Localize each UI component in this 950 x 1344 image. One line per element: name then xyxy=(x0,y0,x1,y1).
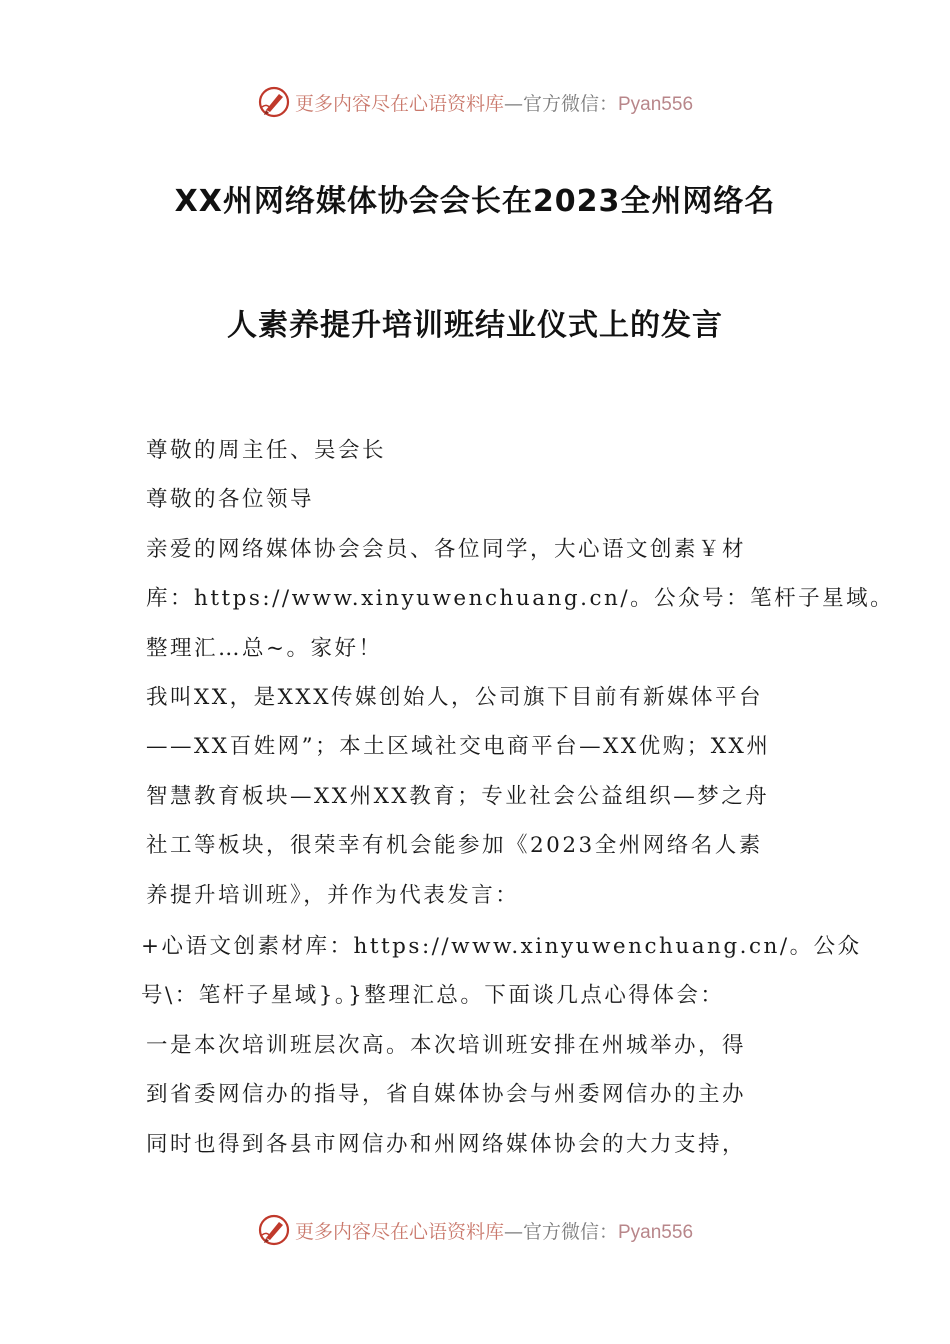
text-line: 整理汇…总~。家好！ xyxy=(146,635,383,661)
text-line: 我叫XX，是XXX传媒创始人，公司旗下目前有新媒体平台 xyxy=(146,685,764,710)
banner-wechat-label: 官方微信： xyxy=(522,1220,618,1243)
text-line: 尊敬的各位领导 xyxy=(146,487,315,512)
text-line: 尊敬的周主任、吴会长 xyxy=(146,438,387,463)
salutation-1 xyxy=(146,426,811,475)
banner-wechat-id: Pyan556 xyxy=(618,93,694,115)
banner-dash: — xyxy=(503,92,523,115)
text-line: 号\：笔杆子星域}。}整理汇总。下面谈几点心得体会： xyxy=(141,983,725,1009)
banner-wechat-label: 官方微信： xyxy=(522,92,618,115)
text-line: 库：https://www.xinyuwenchuang.cn/。公众号：笔杆子星域。 xyxy=(146,586,895,612)
footer-banner-text xyxy=(295,1217,693,1244)
pen-logo-icon xyxy=(257,1213,291,1247)
document-title-line-2: 人素养提升培训班结业仪式上的发言 xyxy=(227,308,723,343)
text-line: ——XX百姓网”；本土区域社交电商平台—XX优购；XX州 xyxy=(146,734,771,760)
text-line: 亲爱的网络媒体协会会员、各位同学，大心语文创素￥材 xyxy=(146,537,747,562)
banner-wechat-id: Pyan556 xyxy=(618,1221,694,1243)
banner-dash: — xyxy=(503,1220,523,1243)
text-line: 同时也得到各县市网信办和州网络媒体协会的大力支持， xyxy=(146,1131,747,1157)
text-line: +心语文创素材库：https://www.xinyuwenchuang.cn/。公众 xyxy=(141,934,862,959)
text-line: 养提升培训班》，并作为代表发言： xyxy=(146,882,520,908)
footer-banner xyxy=(0,1210,950,1250)
salutation-2 xyxy=(146,475,811,524)
text-line: 智慧教育板块—XX州XX教育；专业社会公益组织—梦之舟 xyxy=(146,783,770,809)
pen-logo-icon xyxy=(257,85,291,119)
header-banner-text xyxy=(295,89,693,116)
source-note-paragraph xyxy=(141,922,862,1021)
text-line: 一是本次培训班层次高。本次培训班安排在州城举办，得 xyxy=(146,1033,747,1058)
banner-main-text: 更多内容尽在心语资料库 xyxy=(294,92,504,115)
introduction-paragraph xyxy=(146,673,811,920)
text-line: 到省委网信办的指导，省自媒体协会与州委网信办的主办 xyxy=(146,1082,747,1108)
document-title-line-1: XX州网络媒体协会会长在2023全州网络名 xyxy=(174,184,776,219)
text-line: 社工等板块，很荣幸有机会能参加《2023全州网络名人素 xyxy=(146,833,763,859)
banner-main-text: 更多内容尽在心语资料库 xyxy=(294,1220,504,1243)
point-one-paragraph xyxy=(146,1021,811,1169)
salutation-3 xyxy=(146,525,895,673)
header-banner xyxy=(0,82,950,122)
